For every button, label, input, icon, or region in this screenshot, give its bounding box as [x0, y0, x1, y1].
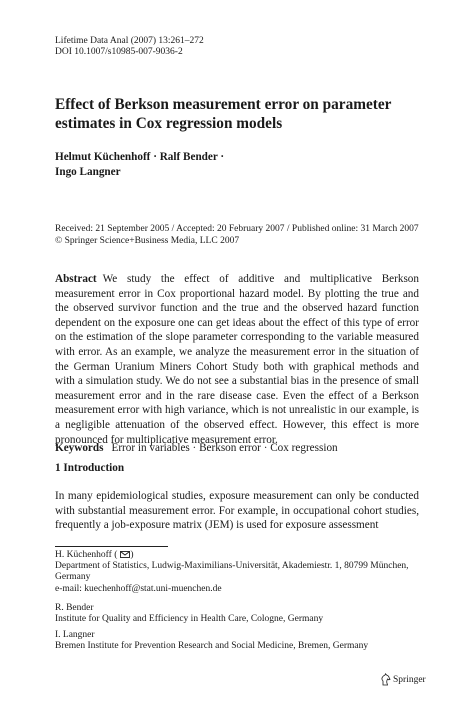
intro-paragraph: In many epidemiological studies, exposure measurement can only be conducted with substantial measurement error. For example, in occupational cohort studies, frequently a job-exposure matrix (JEM) is used for exposure assessment	[55, 490, 419, 532]
author-line-2: Ingo Langner	[55, 166, 121, 178]
journal-citation: Lifetime Data Anal (2007) 13:261–272	[55, 36, 204, 46]
publisher-mark	[380, 673, 426, 686]
footnote-author-3	[55, 630, 435, 652]
author-1-affiliation-1: Department of Statistics, Ludwig-Maximilians-Universität, Akademiestr. 1, 80799 München,	[55, 561, 409, 572]
abstract-heading: Abstract	[55, 273, 97, 285]
author-1-name: H. Küchenhoff	[55, 550, 112, 560]
footnote-author-1-name-row: H. Küchenhoff ( )	[55, 550, 134, 560]
author-3-affiliation: Bremen Institute for Prevention Research and Social Medicine, Bremen, Germany	[55, 641, 369, 652]
publication-dates	[55, 224, 419, 247]
keywords-heading: Keywords	[55, 442, 104, 454]
footnote-divider	[55, 546, 168, 547]
author-2-name: R. Bender	[55, 603, 94, 613]
author-list	[55, 150, 224, 180]
section-heading: 1 Introduction	[55, 462, 125, 474]
author-1-email[interactable]: e-mail: kuechenhoff@stat.uni-muenchen.de	[55, 583, 222, 594]
keywords	[55, 441, 338, 455]
copyright: © Springer Science+Business Media, LLC 2007	[55, 235, 240, 246]
envelope-icon	[120, 551, 130, 558]
author-2-affiliation: Institute for Quality and Efficiency in Health Care, Cologne, Germany	[55, 614, 324, 625]
footnote-author-1	[55, 550, 435, 595]
keywords-text: Error in variables · Berkson error · Cox regression	[111, 442, 338, 454]
abstract-text: We study the effect of additive and multiplicative Berkson measurement error in Cox proportional hazard model. By plotting the true and the observed survivor function and the true and the observed hazard function dependent on the exposure one can get ideas about the effect of this type of error on the estimation of the slope parameter corresponding to the variable measured with error. As an example, we analyze the measurement error in the situation of the German Uranium Miners Cohort Study both with graphical methods and with a simulation study. We do not see a substantial bias in the presence of small measurement error and in the rare disease case. Even the effect of a Berkson measurement error with high variance, which is not unrealistic in our example, is a negligible attenuation of the observed effect. However, this effect is more pronounced for multiplicative measurement error.	[55, 273, 419, 446]
abstract	[55, 272, 419, 447]
journal-reference	[55, 36, 204, 58]
author-1-affiliation-2: Germany	[55, 572, 91, 583]
author-3-name: I. Langner	[55, 630, 95, 640]
footnote-author-2	[55, 603, 435, 625]
author-line-1: Helmut Küchenhoff · Ralf Bender ·	[55, 151, 225, 163]
paper-title: Effect of Berkson measurement error on parameter estimates in Cox regression models	[55, 96, 392, 132]
history-dates: Received: 21 September 2005 / Accepted: 20 February 2007 / Published online: 31 March 2007	[55, 224, 419, 234]
publisher-name: Springer	[393, 674, 426, 685]
springer-horse-icon	[380, 673, 391, 686]
doi: DOI 10.1007/s10985-007-9036-2	[55, 47, 183, 57]
